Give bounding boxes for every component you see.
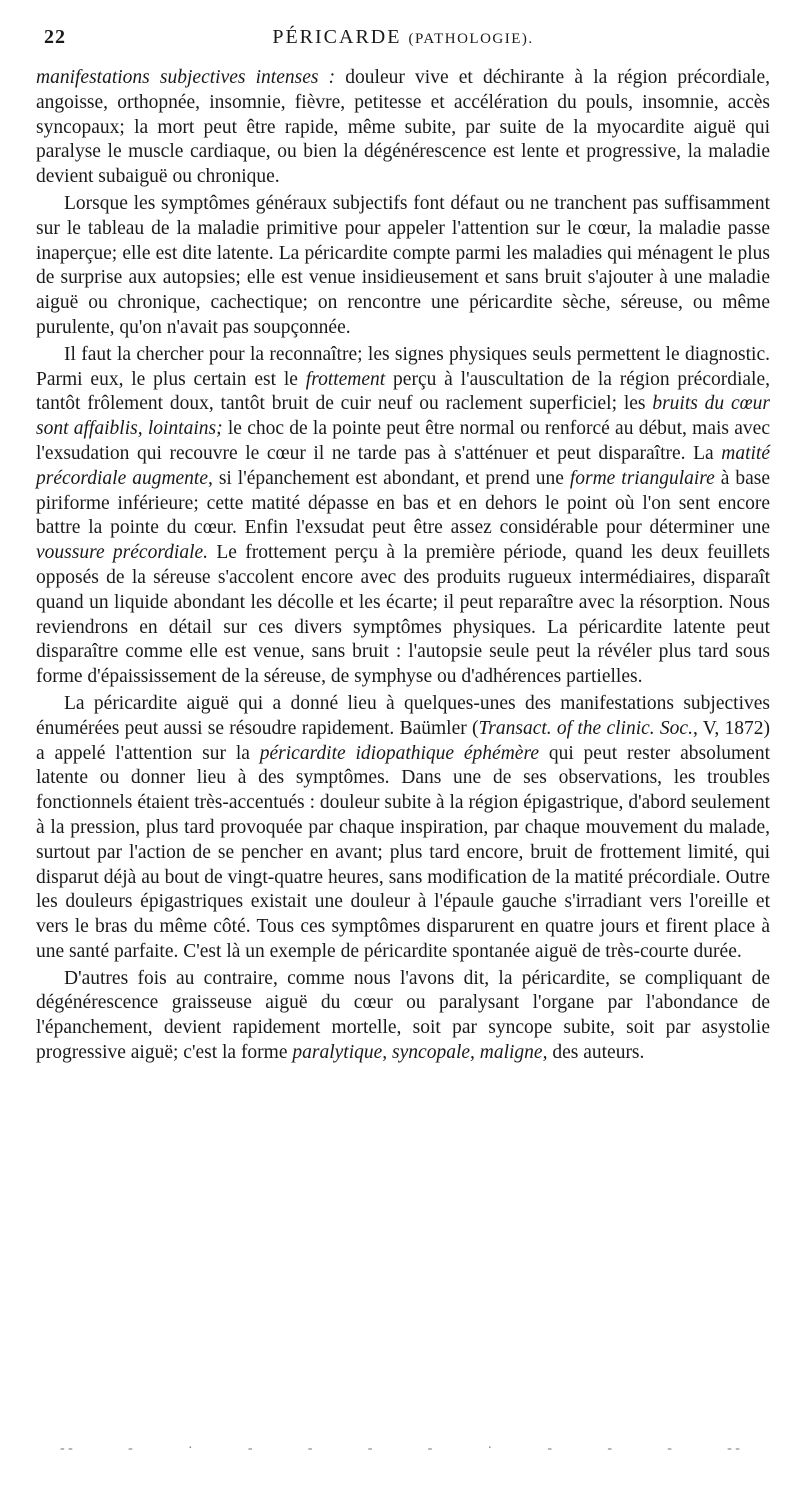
document-page [36,26,770,1466]
text-run: , V, 1872) a appelé l'attention sur la [36,717,770,764]
footer-marks: - - - · - - - - · - - - - - [60,1441,740,1456]
italic-text: Transact. of the clinic. Soc. [478,717,693,739]
paragraph [36,343,770,690]
paragraph [36,967,770,1066]
page-number: 22 [44,26,66,48]
paragraph [36,692,770,965]
italic-text: paralytique, syncopale, maligne, [292,1042,548,1064]
running-head-title: PÉRICARDE [272,26,402,48]
text-run: D'autres fois au contraire, comme nous l'avons dit, la péricardite, se compliquant de dégénérescence graisseuse aiguë du cœur ou paralysant l'organe par l'abondance de l'épanchement, devient rapidement mortelle, soit par syncope subite, soit par asystolie progressive aiguë; c'est la forme [36,967,770,1064]
text-run: si l'épanchement est abondant, et prend une [212,467,570,489]
text-run: perçu à l'auscultation de la région précordiale, tantôt frôlement doux, tantôt bruit de cuir neuf ou raclement superficiel; les [36,368,770,415]
text-run: Le frottement perçu à la première période, quand les deux feuillets opposés de la séreuse s'accolent encore avec des produits rugueux intermédiaires, disparaît quand un liquide abondant les décolle et les écarte; il peut reparaître avec la résorption. Nous reviendrons en détail sur ces divers symptômes physiques. La péricardite latente peut disparaître comme elle est venue, sans bruit : l'autopsie seule peut la révéler plus tard sous forme d'épaississement de la séreuse, de symphyse ou d'adhérences partielles. [36,542,770,688]
text-run: Lorsque les symptômes généraux subjectifs font défaut ou ne tranchent pas suffisamment sur le tableau de la maladie primitive pour appeler l'attention sur le cœur, la maladie passe inaperçue; elle est dite latente. La péricardite compte parmi les maladies qui ménagent le plus de surprise aux autopsies; elle est venue insidieusement et sans bruit s'ajouter à une maladie aiguë ou chronique, cachectique; on rencontre une péricardite sèche, séreuse, ou même purulente, qu'on n'avait pas soupçonnée. [36,192,770,338]
italic-text: voussure précordiale. [36,542,209,564]
paragraph [36,66,770,190]
running-head-subtitle: (PATHOLOGIE). [408,31,534,47]
italic-text: manifestations subjectives intenses : [36,67,336,88]
text-run: le choc de la pointe peut être normal ou renforcé au début, mais avec l'exsudation qui recouvre le cœur il ne tarde pas à s'atténuer et peut disparaître. La [36,418,770,464]
paragraph [36,192,770,341]
page-header [36,26,770,56]
running-head [36,26,770,49]
italic-text: frottement [305,368,386,390]
text-run: qui peut rester absolument latente ou donner lieu à des symptômes. Dans une de ses observations, les troubles fonctionnels étaient très-accentués : douleur subite à la région épigastrique, d'abord seulement à la pression, plus tard provoquée par chaque inspiration, par chaque mouvement du malade, surtout par l'action de se pencher en avant; plus tard encore, bruit de frottement limité, qui disparut déjà au bout de vingt-quatre heures, sans modification de la matité précordiale. Outre les douleurs épigastriques existait une douleur à l'épaule gauche s'irradiant vers l'oreille et vers le bras du même côté. Tous ces symptômes disparurent en quatre jours et firent place à une santé parfaite. C'est là un exemple de péricardite spontanée aiguë de très-courte durée. [36,742,770,962]
italic-text: péricardite idiopathique éphémère [259,742,539,764]
text-run: La péricardite aiguë qui a donné lieu à quelques-unes des manifestations subjectives énumérées peut aussi se résoudre rapidement. Baümler ( [36,692,770,739]
italic-text: forme triangulaire [569,467,715,489]
text-run: à base piriforme inférieure; cette matité dépasse en bas et en dehors le point où l'on sent encore battre la pointe du cœur. Enfin l'exsudat peut être assez considérable pour déterminer une [36,467,770,539]
text-run: douleur vive et déchirante à la région précordiale, angoisse, orthopnée, insomnie, fièvre, petitesse et accélération du pouls, insomnie, accès syncopaux; la mort peut être rapide, même subite, par suite de la myocardite aiguë qui paralyse le muscle cardiaque, ou bien la dégénérescence est lente et progressive, la maladie devient subaiguë ou chronique. [36,67,770,188]
italic-text: bruits du cœur sont affaiblis, lointains; [36,393,771,440]
italic-text: matité précordiale augmente, [36,442,770,489]
text-run: Il faut la chercher pour la reconnaître; les signes physiques seuls permettent le diagnostic. Parmi eux, le plus certain est le [36,343,770,390]
body-text [36,66,770,1066]
text-run: des auteurs. [547,1042,645,1064]
